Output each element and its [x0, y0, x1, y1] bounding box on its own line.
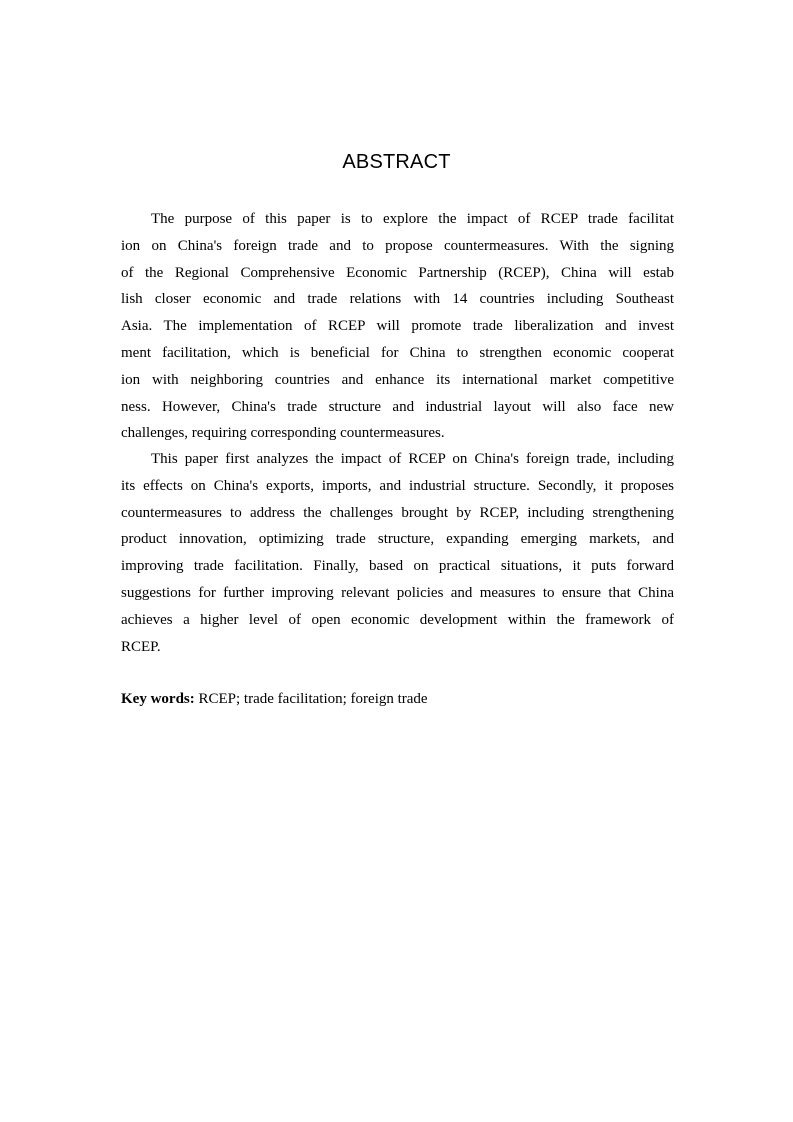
- text-line: The purpose of this paper is to explore the impact of RCEP trade facilitat: [151, 211, 674, 227]
- text-line: suggestions for further improving relevant policies and measures to ensure that China: [121, 584, 674, 601]
- text-line: improving trade facilitation. Finally, based on practical situations, it puts forward: [121, 558, 674, 575]
- abstract-paragraph-1: [121, 206, 674, 447]
- text-line: This paper first analyzes the impact of RCEP on China's foreign trade, including: [151, 451, 674, 467]
- text-line: achieves a higher level of open economic development within the framework of: [121, 611, 674, 628]
- keywords-line: [121, 686, 674, 713]
- abstract-heading: ABSTRACT: [342, 151, 451, 173]
- keywords-value: RCEP; trade facilitation; foreign trade: [198, 691, 428, 707]
- text-line: ment facilitation, which is beneficial for China to strengthen economic cooperat: [121, 344, 674, 361]
- text-line: its effects on China's exports, imports, and industrial structure. Secondly, it proposes: [121, 477, 674, 494]
- text-line: ion with neighboring countries and enhance its international market competitive: [121, 371, 674, 388]
- text-line: countermeasures to address the challenges brought by RCEP, including strengthening: [121, 504, 674, 521]
- text-line: ion on China's foreign trade and to propose countermeasures. With the signing: [121, 237, 674, 254]
- abstract-paragraph-2: [121, 446, 674, 660]
- text-line: challenges, requiring corresponding countermeasures.: [121, 425, 445, 442]
- text-line: product innovation, optimizing trade structure, expanding emerging markets, and: [121, 531, 674, 548]
- keywords-label: Key words:: [121, 691, 195, 707]
- text-line: ness. However, China's trade structure and industrial layout will also face new: [121, 398, 674, 415]
- text-line: RCEP.: [121, 638, 161, 655]
- text-line: Asia. The implementation of RCEP will promote trade liberalization and invest: [121, 318, 674, 335]
- text-line: lish closer economic and trade relations with 14 countries including Southeast: [121, 291, 674, 308]
- text-line: of the Regional Comprehensive Economic Partnership (RCEP), China will estab: [121, 264, 674, 281]
